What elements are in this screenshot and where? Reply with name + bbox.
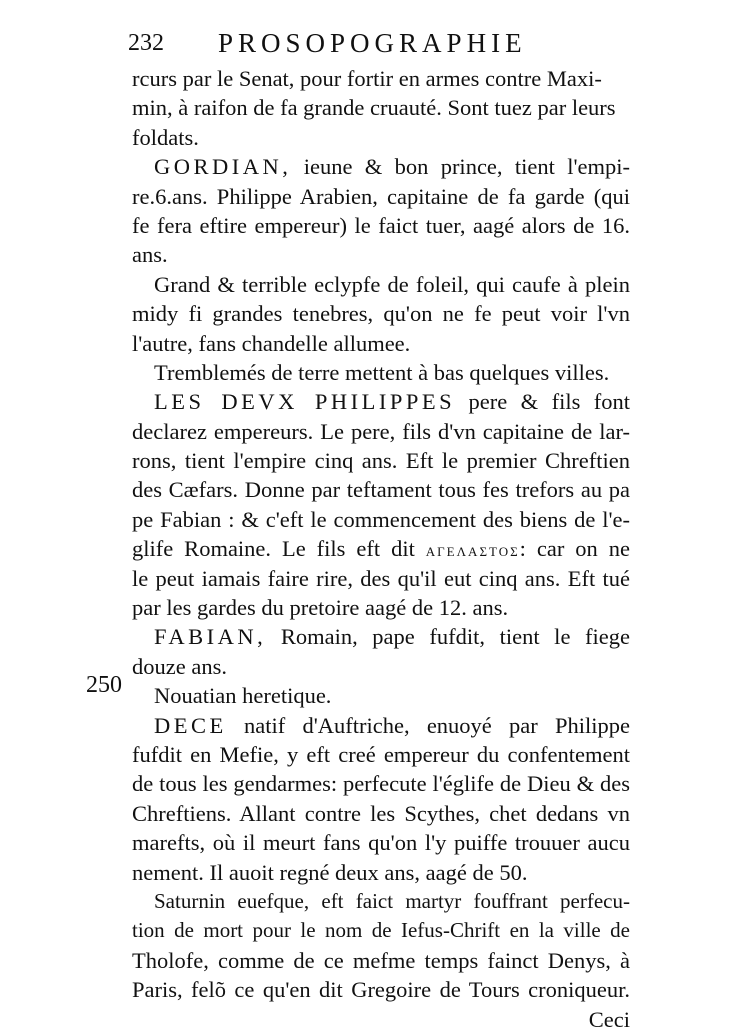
text-line: l'autre, fans chandelle allumee.: [132, 330, 411, 356]
text-line: midy fi grandes tenebres, qu'on ne fe peut voir l'vn: [132, 301, 630, 327]
text-line: fe fera eftire empereur) le faict tuer, aagé alors de 16.: [132, 212, 630, 238]
small-caps-name: GORDIAN,: [154, 154, 292, 180]
text-line: tion de mort pour le nom de Iefus-Chrift en la ville de: [132, 918, 630, 943]
text-line: Paris, felõ ce qu'en dit Gregoire de Tours croniqueur.: [132, 977, 630, 1003]
body-text: [132, 64, 630, 1034]
text-line: Chreftiens. Allant contre les Scythes, chet dedans vn: [132, 800, 630, 826]
text-line: rcurs par le Senat, pour fortir en armes contre Maxi-: [132, 66, 602, 91]
text-line: DECE natif d'Auftriche, enuoyé par Philippe: [154, 712, 630, 738]
catchword: Ceci: [588, 1006, 630, 1032]
text-line: par les gardes du pretoire aagé de 12. ans.: [132, 595, 509, 621]
greek-word: ΑΓΕΛΑΣΤΟΣ: [425, 544, 520, 560]
text-line: glife Romaine. Le fils eft dit ΑΓΕΛΑΣΤΟΣ: car on ne: [132, 536, 630, 562]
text-line: FABIAN, Romain, pape fufdit, tient le fiege: [154, 624, 630, 650]
text-line: LES DEVX PHILIPPES pere & fils font: [154, 389, 630, 415]
text-line: rons, tient l'empire cinq ans. Eft le premier Chreftien: [132, 448, 630, 474]
text-line: re.6.ans. Philippe Arabien, capitaine de fa garde (qui: [132, 183, 630, 209]
text-line: des Cæfars. Donne par teftament tous fes trefors au pa: [132, 477, 630, 503]
text-line: Nouatian heretique.: [154, 683, 332, 709]
text-line: Grand & terrible eclypfe de foleil, qui caufe à plein: [154, 271, 630, 297]
text-line: GORDIAN, ieune & bon prince, tient l'empi-: [154, 154, 630, 180]
page-number: 232: [128, 30, 164, 56]
text-line: douze ans.: [132, 653, 227, 679]
running-title: PROSOPOGRAPHIE: [218, 28, 527, 58]
small-caps-name: LES DEVX PHILIPPES: [154, 389, 456, 415]
small-caps-name: FABIAN,: [154, 624, 267, 650]
text-line: Tholofe, comme de ce mefme temps fainct Denys, à: [132, 947, 630, 973]
text-line: le peut iamais faire rire, des qu'il eut cinq ans. Eft tué: [132, 565, 630, 591]
text-line: nement. Il auoit regné deux ans, aagé de 50.: [132, 859, 528, 885]
margin-year-note: 250: [86, 672, 122, 698]
text-line: foldats.: [132, 124, 199, 150]
text-line: min, à raifon de fa grande cruauté. Sont tuez par leurs: [132, 95, 616, 121]
text-line: pe Fabian : & c'eft le commencement des biens de l'e-: [132, 506, 630, 532]
text-line: fufdit en Mefie, y eft creé empereur du confentement: [132, 741, 630, 767]
text-line: Tremblemés de terre mettent à bas quelques villes.: [154, 359, 610, 385]
text-line: ans.: [132, 242, 168, 268]
small-caps-name: DECE: [154, 712, 227, 738]
text-line: marefts, où il meurt fans qu'on l'y puiffe trouuer aucu: [132, 830, 630, 856]
text-line: de tous les gendarmes: perfecute l'églife de Dieu & des: [132, 771, 630, 797]
text-line: Saturnin euefque, eft faict martyr fouffrant perfecu-: [154, 888, 630, 913]
text-line: declarez empereurs. Le pere, fils d'vn capitaine de lar-: [132, 418, 630, 444]
